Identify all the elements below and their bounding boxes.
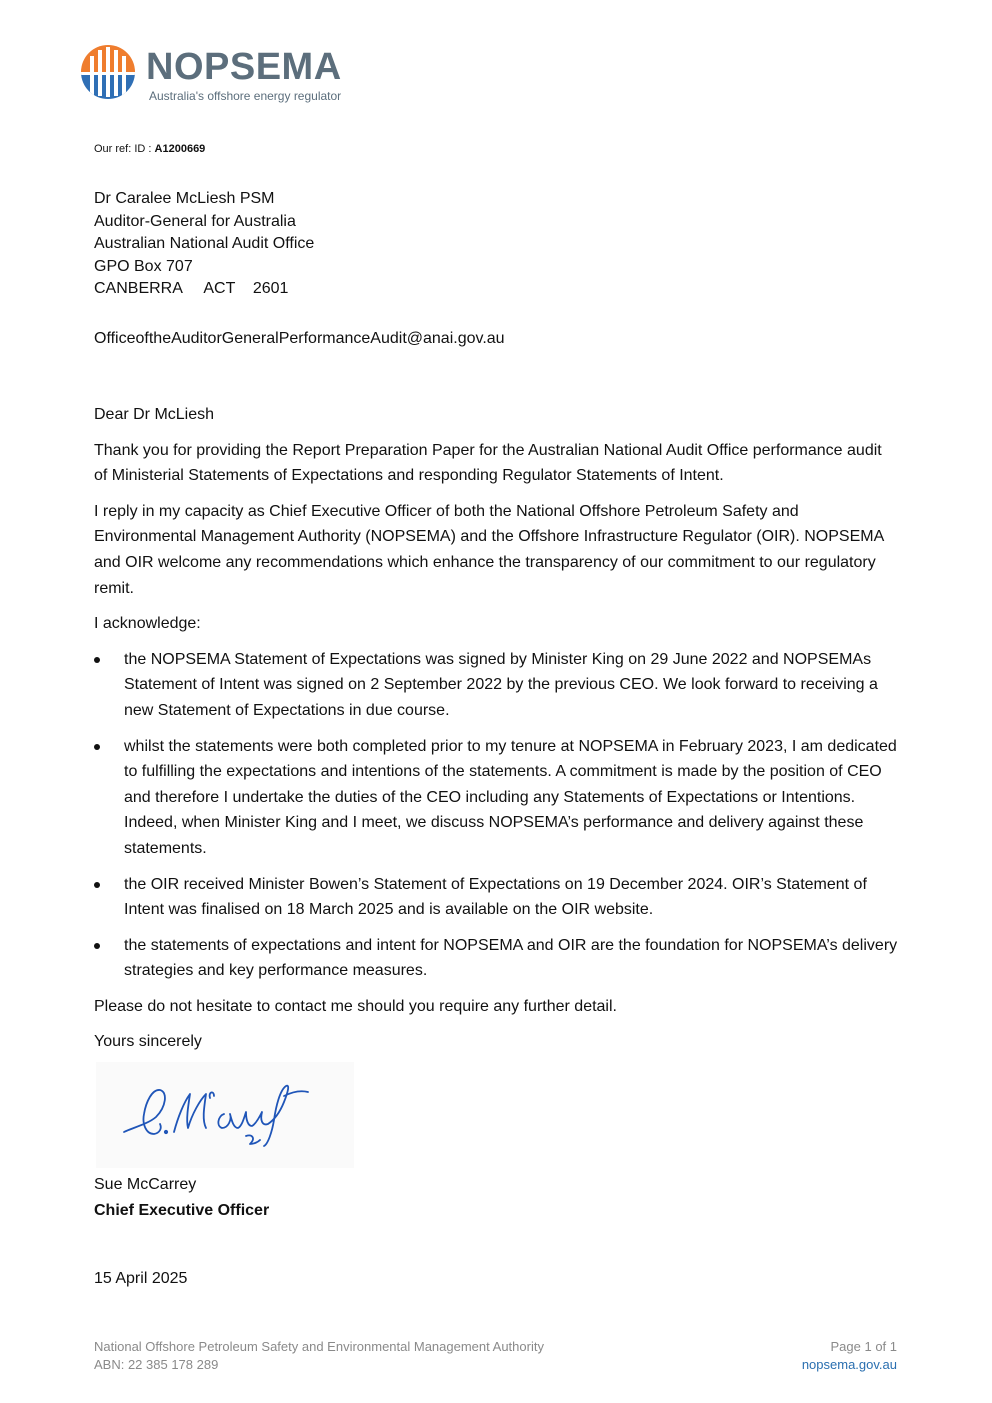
footer-abn: ABN: 22 385 178 289 [94, 1357, 219, 1372]
address-line: CANBERRA ACT 2601 [94, 280, 289, 297]
paragraph: Please do not hesitate to contact me should you require any further detail. [94, 997, 617, 1015]
salutation: Dear Dr McLiesh [94, 406, 215, 423]
footer-org-name: National Offshore Petroleum Safety and Environmental Management Authority [94, 1339, 544, 1354]
letter-date: 15 April 2025 [94, 1270, 188, 1287]
signature-icon [96, 1062, 354, 1168]
address-line: GPO Box 707 [94, 257, 193, 275]
acknowledgement-list [94, 647, 899, 984]
letter-body [94, 402, 899, 1065]
list-item [94, 647, 899, 724]
address-line: Auditor-General for Australia [94, 212, 296, 230]
address-line: Australian National Audit Office [94, 235, 315, 252]
reference-id: A1200669 [154, 143, 206, 155]
logo-tagline: Australia's offshore energy regulator [149, 89, 342, 103]
list-item [94, 734, 899, 862]
signatory-block [94, 1172, 269, 1224]
recipient-address [94, 188, 314, 301]
recipient-email: OfficeoftheAuditorGeneralPerformanceAudit@anai.gov.au [94, 330, 505, 347]
list-item-text: the OIR received Minister Bowen’s Statement of Expectations on 19 December 2024. OIR’s Statement of Intent was finalised on 18 March 2025 and is available on the OIR website. [124, 875, 867, 919]
list-item [94, 933, 899, 984]
paragraph: I reply in my capacity as Chief Executive Officer of both the National Offshore Petroleum Safety and Environmental Management Authority (NOPSEMA) and the Offshore Infrastructure Regulator (OIR). NOPSEMA and OIR welcome any recommendations which enhance the transparency of our commitment to our regulatory remit. [94, 502, 884, 597]
bullet-icon [94, 744, 100, 750]
signature-image [96, 1062, 354, 1168]
nopsema-logo [80, 44, 350, 106]
nopsema-logo-icon [80, 44, 136, 100]
signatory-title: Chief Executive Officer [94, 1202, 270, 1219]
address-line: Dr Caralee McLiesh PSM [94, 190, 275, 207]
paragraph: I acknowledge: [94, 615, 201, 633]
valediction: Yours sincerely [94, 1033, 202, 1051]
paragraph: Thank you for providing the Report Preparation Paper for the Australian National Audit Office performance audit of Ministerial Statements of Expectations and responding Regulator Statements of Intent. [94, 441, 882, 485]
signatory-name: Sue McCarrey [94, 1176, 197, 1193]
reference-label: Our ref: ID : [94, 143, 152, 155]
bullet-icon [94, 943, 100, 949]
footer-page-info [802, 1338, 897, 1374]
logo-wordmark: NOPSEMA [146, 46, 342, 88]
page-number: Page 1 of 1 [830, 1339, 897, 1354]
list-item-text: whilst the statements were both completed prior to my tenure at NOPSEMA in February 2023, I am dedicated to fulfilling the expectations and intentions of the statements. A commitment is made by the position of CEO and therefore I undertake the duties of the CEO including any Statements of Expectations or Intentions. Indeed, when Minister King and I meet, we discuss NOPSEMA’s performance and delivery against these statements. [124, 737, 897, 857]
footer-organisation [94, 1338, 544, 1374]
reference-line [94, 143, 205, 155]
list-item [94, 872, 899, 923]
list-item-text: the statements of expectations and intent for NOPSEMA and OIR are the foundation for NOPSEMA’s delivery strategies and key performance measures. [124, 936, 898, 980]
bullet-icon [94, 657, 100, 663]
list-item-text: the NOPSEMA Statement of Expectations was signed by Minister King on 29 June 2022 and NOPSEMAs Statement of Intent was signed on 2 September 2022 by the previous CEO. We look forward to receiving a new Statement of Expectations in due course. [124, 650, 878, 719]
bullet-icon [94, 882, 100, 888]
website-link[interactable]: nopsema.gov.au [801, 1357, 897, 1372]
